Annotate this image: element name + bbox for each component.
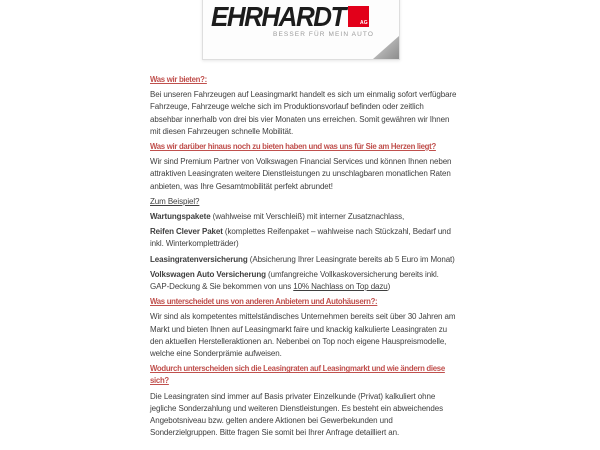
paragraph xyxy=(150,391,458,440)
paragraph xyxy=(150,89,458,138)
section-heading: Was unterscheidet uns von anderen Anbietern und Autohäusern?: xyxy=(150,297,378,307)
section-heading: Wodurch unterscheiden sich die Leasingraten auf Leasingmarkt und wie ändern diese sich? xyxy=(150,364,445,386)
section-heading: Was wir bieten?: xyxy=(150,75,207,84)
paragraph xyxy=(150,226,458,250)
text-run: Wir sind Premium Partner von Volkswagen Financial Services und können Ihnen neben attraktiven Leasingraten weitere Dienstleistungen zu unschlagbaren monatlichen Raten anbieten, was Ihre Gesamtmobilität perfekt abrundet! xyxy=(150,157,452,191)
ehrhardt-logo xyxy=(202,0,400,60)
text-run: (komplettes Reifenpaket – wahlweise nach Stückzahl, Bedarf und inkl. Winterkompletträder) xyxy=(150,227,451,249)
paragraph xyxy=(150,211,458,223)
text-run: Leasingratenversicherung xyxy=(150,254,248,264)
brand-ag-badge xyxy=(348,6,369,27)
paragraph xyxy=(150,156,458,193)
text-run: (wahlweise mit Verschleiß) mit interner Zusatznachlass, xyxy=(210,212,405,222)
paragraph xyxy=(150,269,458,293)
text-run: Die Leasingraten sind immer auf Basis privater Einzelkunde (Privat) kalkuliert ohne jegliche Sonderzahlung und weiteren Dienstleistungen. Es besteht ein abweichendes Angebotsniveau bzw. gelten andere Aktionen bei Gewerbekunden und Sonderzielgruppen. Bitte fragen Sie somit bei Ihrer Anfrage detailliert an. xyxy=(150,391,443,438)
brand-wordmark: EHRHARDT xyxy=(211,0,345,33)
text-run: Bei unseren Fahrzeugen auf Leasingmarkt handelt es sich um einmalig sofort verfügbare Fahrzeuge, Fahrzeuge welche sich im Produktionsvorlauf befinden oder zeitlich absehbar innerhalb von drei bis vier Monaten uns erreichen. Somit gewähren wir Ihnen mit diesen Fahrzeugen schnelle Mobilität. xyxy=(150,90,457,136)
brand-ag-text: AG xyxy=(359,20,368,26)
section-heading: Was wir darüber hinaus noch zu bieten haben und was uns für Sie am Herzen liegt? xyxy=(150,142,436,152)
brand-row xyxy=(211,0,369,33)
text-run: (umfangreiche Vollkaskoversicherung bereits inkl. GAP-Deckung & Sie bekommen von uns xyxy=(150,269,439,292)
paragraph xyxy=(150,311,458,360)
text-run: (Absicherung Ihrer Leasingrate bereits ab 5 Euro im Monat) xyxy=(247,254,455,264)
text-run: Wartungspakete xyxy=(150,212,211,222)
text-run: 10% Nachlass on Top dazu xyxy=(293,282,388,292)
text-run: Zum Beispiel? xyxy=(150,196,200,206)
brand-tagline: BESSER FÜR MEIN AUTO xyxy=(273,31,374,38)
document-body xyxy=(150,70,458,442)
folded-corner-icon xyxy=(373,36,399,59)
paragraph xyxy=(150,254,458,266)
text-run: ) xyxy=(387,282,391,292)
text-run: Reifen Clever Paket xyxy=(150,227,223,237)
text-run: Volkswagen Auto Versicherung xyxy=(150,269,266,279)
paragraph xyxy=(150,196,458,208)
text-run: Wir sind als kompetentes mittelständisches Unternehmen bereits seit über 30 Jahren am Markt und bieten Ihnen auf Leasingmarkt faire und knackig kalkulierte Leasingraten zu den aktuellen Herstelleraktionen an. Nebenbei on Top noch eigene Hauspreismodelle, welche eine Sonderprämie aufweisen. xyxy=(150,312,456,359)
